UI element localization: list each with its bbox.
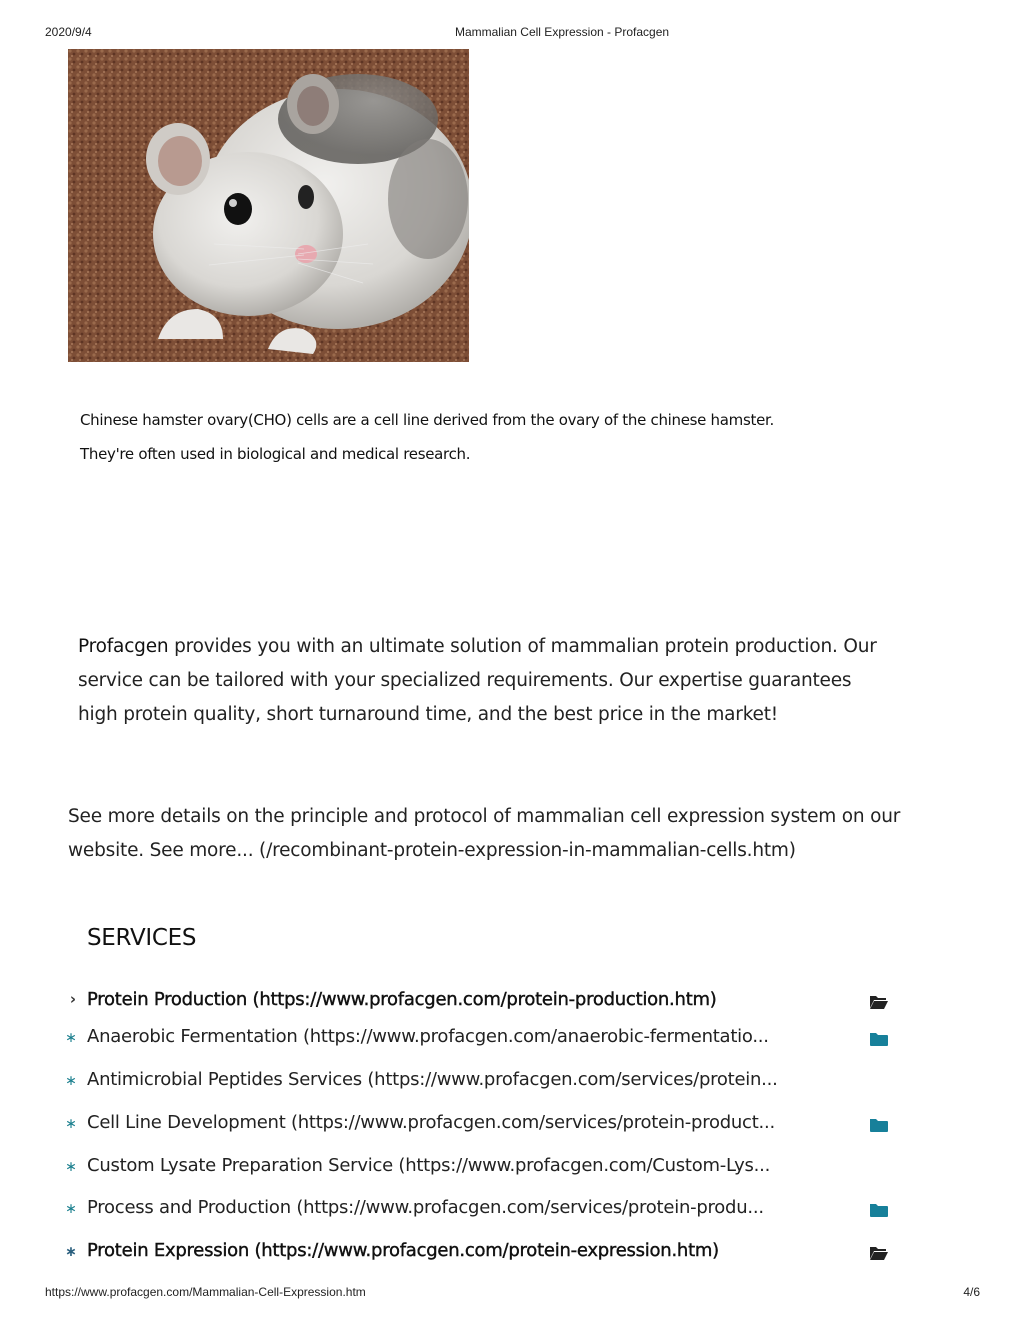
print-url: https://www.profacgen.com/Mammalian-Cell-Expression.htm: [45, 1285, 366, 1299]
brand-name[interactable]: Profacgen: [78, 636, 169, 657]
service-link[interactable]: Anaerobic Fermentation (https://www.profacgen.com/anaerobic-fermentatio...: [87, 1026, 769, 1047]
intro-paragraph: [78, 630, 878, 732]
bullet-icon: ∗: [65, 1244, 77, 1260]
service-link[interactable]: Antimicrobial Peptides Services (https://www.profacgen.com/services/protein...: [87, 1069, 778, 1090]
service-item-protein-production[interactable]: [0, 989, 1024, 1019]
service-link[interactable]: Cell Line Development (https://www.profacgen.com/services/protein-product...: [87, 1112, 775, 1133]
folder-icon[interactable]: [870, 1032, 888, 1046]
see-more-paragraph: See more details on the principle and protocol of mammalian cell expression system on our website. See more... (/recombinant-protein-expression-in-mammalian-cells.htm): [68, 806, 901, 861]
service-item-protein-expression[interactable]: [0, 1240, 1024, 1270]
service-item-antimicrobial-peptides[interactable]: [0, 1069, 1024, 1099]
intro-text: provides you with an ultimate solution of mammalian protein production. Our service can be tailored with your specialized requirements. Our expertise guarantees high protein quality, short turnaround time, and the best price in the market!: [78, 636, 877, 725]
bullet-icon: ∗: [65, 1116, 77, 1132]
bullet-icon: ∗: [65, 1030, 77, 1046]
folder-icon[interactable]: [870, 1118, 888, 1132]
bullet-icon: ∗: [65, 1073, 77, 1089]
folder-open-icon[interactable]: [870, 1246, 888, 1260]
bullet-icon: ∗: [65, 1201, 77, 1217]
service-item-process-production[interactable]: [0, 1197, 1024, 1227]
page-number: 4/6: [963, 1285, 980, 1299]
service-link[interactable]: Custom Lysate Preparation Service (https://www.profacgen.com/Custom-Lys...: [87, 1155, 771, 1176]
service-link[interactable]: Protein Production (https://www.profacgen.com/protein-production.htm): [87, 989, 717, 1010]
folder-open-icon[interactable]: [870, 995, 888, 1009]
print-title: Mammalian Cell Expression - Profacgen: [454, 25, 670, 39]
service-link[interactable]: Process and Production (https://www.profacgen.com/services/protein-produ...: [87, 1197, 764, 1218]
caption-line-1: Chinese hamster ovary(CHO) cells are a cell line derived from the ovary of the chinese hamster.: [80, 411, 774, 429]
services-heading: SERVICES: [87, 925, 197, 951]
hamster-photo: [68, 49, 469, 362]
caption-line-2: They're often used in biological and medical research.: [80, 445, 471, 463]
image-caption: [80, 403, 880, 471]
service-link[interactable]: Protein Expression (https://www.profacgen.com/protein-expression.htm): [87, 1240, 719, 1261]
folder-icon[interactable]: [870, 1203, 888, 1217]
bullet-icon: ∗: [65, 1159, 77, 1175]
service-item-custom-lysate[interactable]: [0, 1155, 1024, 1185]
service-item-cell-line-development[interactable]: [0, 1112, 1024, 1142]
print-date: 2020/9/4: [45, 25, 92, 39]
service-item-anaerobic-fermentation[interactable]: [0, 1026, 1024, 1056]
chevron-right-icon: ›: [69, 990, 77, 1008]
